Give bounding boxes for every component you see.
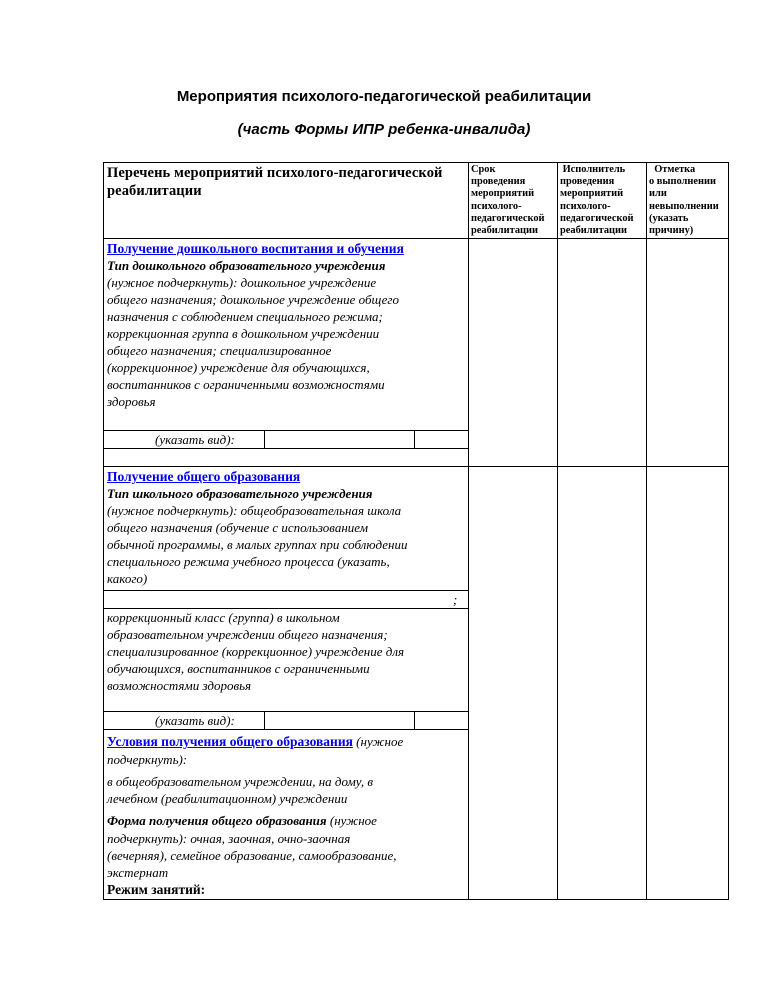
preschool-specify-label: (указать вид): — [155, 432, 235, 447]
section-general-education — [107, 468, 467, 587]
header-deadline-line: мероприятий — [471, 188, 535, 200]
header-deadline — [471, 164, 557, 237]
col-divider-2 — [557, 162, 558, 900]
preschool-body-line: (коррекционное) учреждение для обучающихся, — [107, 360, 370, 375]
s1-specify-cell-b — [414, 430, 415, 449]
s1-specify-cell-a — [264, 430, 265, 449]
header-mark-line: (указать — [649, 212, 689, 224]
school-body-line: какого) — [107, 571, 148, 586]
s2-specify-cell-a — [264, 711, 265, 730]
school-specify-label: (указать вид): — [155, 713, 235, 728]
header-executor — [560, 164, 646, 237]
table-top-border — [103, 162, 729, 163]
header-bottom-left — [103, 238, 469, 239]
header-measures-line: реабилитации — [107, 183, 202, 199]
header-mark-line: о выполнении — [649, 176, 716, 188]
header-deadline-line: Срок — [471, 164, 496, 175]
school-body2-line: коррекционный класс (группа) в школьном — [107, 610, 340, 625]
header-executor-line: проведения — [560, 176, 615, 188]
school-body-line: обычной программы, в малых группах при соблюдении — [107, 537, 408, 552]
education-form-line: экстернат — [107, 865, 169, 880]
school-body2-line: возможностями здоровья — [107, 678, 252, 693]
education-conditions-suffix: (нужное — [352, 734, 404, 749]
header-measures-line: Перечень мероприятий психолого-педагогической — [107, 165, 443, 181]
preschool-link[interactable]: Получение дошкольного воспитания и обучения — [107, 241, 404, 256]
table-bottom-border — [103, 899, 729, 900]
school-semicolon: ; — [453, 592, 458, 607]
s2-semicolon-top — [103, 590, 469, 591]
preschool-body-line: коррекционная группа в дошкольном учреждении — [107, 326, 380, 341]
header-deadline-line: психолого- — [471, 200, 522, 212]
col-divider-1 — [468, 162, 469, 900]
education-conditions-line2: подчеркнуть): — [107, 752, 188, 767]
education-conditions-body-line: в общеобразовательном учреждении, на дому, в — [107, 774, 374, 789]
header-mark-line: Отметка — [649, 164, 696, 175]
header-bottom-right — [468, 238, 729, 239]
header-deadline-line: проведения — [471, 176, 526, 188]
section-preschool — [107, 240, 467, 410]
school-correctional-block — [107, 609, 467, 694]
document-title: Мероприятия психолого-педагогической реабилитации — [176, 88, 592, 105]
header-deadline-line: реабилитации — [471, 225, 538, 237]
header-measures — [107, 164, 467, 200]
preschool-body-line: назначения с соблюдением специального режима; — [107, 309, 383, 324]
school-body-line: общего назначения (обучение с использованием — [107, 520, 369, 535]
education-form-suffix: (нужное — [326, 813, 377, 828]
school-body-line: (нужное подчеркнуть): общеобразовательная школа — [107, 503, 402, 518]
school-body-line: специального режима учебного процесса (указать, — [107, 554, 390, 569]
preschool-body-line: здоровья — [107, 394, 156, 409]
header-mark — [649, 164, 728, 237]
section-education-conditions — [107, 733, 467, 898]
education-conditions-body-line: лечебном (реабилитационном) учреждении — [107, 791, 348, 806]
header-executor-line: реабилитации — [560, 225, 627, 237]
school-type-heading: Тип школьного образовательного учреждения — [107, 486, 373, 501]
school-body2-line: образовательном учреждении общего назначения; — [107, 627, 388, 642]
preschool-type-heading: Тип дошкольного образовательного учреждения — [107, 258, 386, 273]
header-mark-line: невыполнении — [649, 200, 719, 212]
preschool-body-line: (нужное подчеркнуть): дошкольное учреждение — [107, 275, 377, 290]
schedule-label: Режим занятий: — [107, 882, 206, 897]
header-executor-line: мероприятий — [560, 188, 624, 200]
header-mark-line: причину) — [649, 225, 694, 237]
education-form-line: подчеркнуть): очная, заочная, очно-заочная — [107, 831, 351, 846]
table-right-border — [728, 162, 729, 900]
preschool-body-line: воспитанников с ограниченными возможностями — [107, 377, 385, 392]
header-deadline-line: педагогической — [471, 212, 545, 224]
header-executor-line: психолого- — [560, 200, 611, 212]
school-body2-line: специализированное (коррекционное) учреждение для — [107, 644, 405, 659]
preschool-body-line: общего назначения; специализированное — [107, 343, 332, 358]
school-body2-line: обучающихся, воспитанников с ограниченными — [107, 661, 370, 676]
document-subtitle: (часть Формы ИПР ребенка-инвалида) — [237, 121, 531, 138]
header-mark-line: или — [649, 188, 667, 200]
education-form-heading: Форма получения общего образования — [107, 813, 327, 828]
preschool-body-line: общего назначения; дошкольное учреждение общего — [107, 292, 399, 307]
general-education-link[interactable]: Получение общего образования — [107, 469, 301, 484]
education-form-line: (вечерняя), семейное образование, самообразование, — [107, 848, 397, 863]
col-divider-3 — [646, 162, 647, 900]
education-conditions-link[interactable]: Условия получения общего образования — [107, 734, 353, 749]
section-divider — [103, 466, 729, 467]
header-executor-line: Исполнитель — [560, 164, 626, 175]
s2-specify-cell-b — [414, 711, 415, 730]
table-left-border — [103, 162, 104, 900]
header-executor-line: педагогической — [560, 212, 634, 224]
